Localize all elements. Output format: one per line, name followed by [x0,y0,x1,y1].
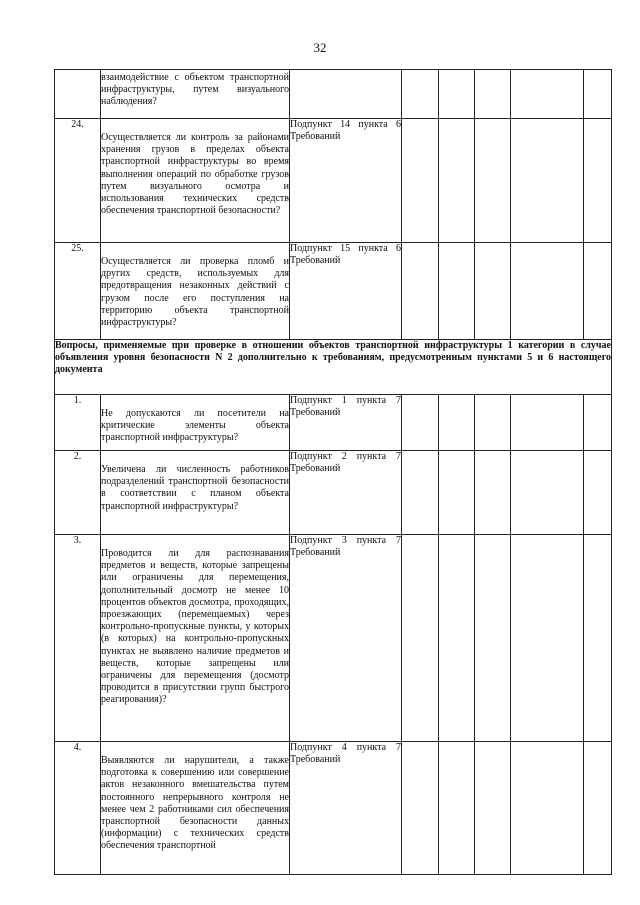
section-heading: Вопросы, применяемые при проверке в отношении объектов транспортной инфраструктуры 1 категории в случае объявления уровня безопасности N 2 дополнительно к требованиям, предусмотренным пунктами 5 и 6 настоящего документа [55,340,612,395]
answer-cell [402,70,439,119]
table-row [55,395,612,451]
row-number: 24. [55,119,101,243]
answer-cell [439,119,475,243]
answer-cell [511,535,584,742]
answer-cell [439,742,475,875]
row-number: 2. [55,451,101,535]
answer-cell [511,70,584,119]
answer-cell [475,243,511,340]
table-row [55,243,612,340]
answer-cell [439,451,475,535]
row-number: 3. [55,535,101,742]
answer-cell [584,70,612,119]
answer-cell [402,535,439,742]
answer-cell [584,742,612,875]
answer-cell [475,395,511,451]
answer-cell [475,535,511,742]
answer-cell [511,742,584,875]
answer-cell [475,742,511,875]
question-cell: Увеличена ли численность работников подразделений транспортной безопасности в соответствии с планом объекта транспортной инфраструктуры? [101,451,290,535]
reference-cell [290,70,402,119]
table-row [55,535,612,742]
row-number: 25. [55,243,101,340]
question-cell: Проводится ли для распознавания предметов и веществ, которые запрещены или ограничены для перемещения, дополнительный досмотр не менее 10 процентов объектов досмотра, проходящих, проезжающих (перемещаемых) через контрольно-пропускные пункты, у которых (в которых) на контрольно-пропускных пунктах не выявлено наличие предметов и веществ, которые запрещены или ограничены для перемещения (досмотр проводится в присутствии групп быстрого реагирования)? [101,535,290,742]
answer-cell [475,119,511,243]
answer-cell [402,243,439,340]
answer-cell [511,243,584,340]
answer-cell [584,535,612,742]
reference-cell: Подпункт 2 пункта 7 Требований [290,451,402,535]
answer-cell [584,395,612,451]
question-cell: Выявляются ли нарушители, а также подготовка к совершению или совершение актов незаконного вмешательства путем постоянного непрерывного контроля не менее чем 2 работниками сил обеспечения транспортной безопасности данных (информации) с технических средств обеспечения транспортной [101,742,290,875]
answer-cell [584,119,612,243]
reference-cell: Подпункт 3 пункта 7 Требований [290,535,402,742]
answer-cell [475,451,511,535]
question-cell: Не допускаются ли посетители на критические элементы объекта транспортной инфраструктуры? [101,395,290,451]
answer-cell [511,395,584,451]
row-number [55,70,101,119]
reference-cell: Подпункт 15 пункта 6 Требований [290,243,402,340]
table-row [55,742,612,875]
section-heading-row [55,340,612,395]
answer-cell [402,119,439,243]
reference-cell: Подпункт 14 пункта 6 Требований [290,119,402,243]
page-number: 32 [313,40,327,55]
answer-cell [584,243,612,340]
answer-cell [402,742,439,875]
answer-cell [402,451,439,535]
answer-cell [584,451,612,535]
answer-cell [439,395,475,451]
reference-cell: Подпункт 1 пункта 7 Требований [290,395,402,451]
checklist-table [54,69,612,875]
answer-cell [439,70,475,119]
answer-cell [475,70,511,119]
row-number: 4. [55,742,101,875]
answer-cell [402,395,439,451]
answer-cell [511,119,584,243]
answer-cell [511,451,584,535]
table-row [55,119,612,243]
answer-cell [439,535,475,742]
row-number: 1. [55,395,101,451]
answer-cell [439,243,475,340]
question-cell: Осуществляется ли контроль за районами хранения грузов в пределах объекта транспортной инфраструктуры во время выполнения операций по обработке грузов путем визуального осмотра и использования технических средств обеспечения транспортной безопасности? [101,119,290,243]
question-cell: взаимодействие с объектом транспортной инфраструктуры, путем визуального наблюдения? [101,70,290,119]
table-row [55,451,612,535]
table-row [55,70,612,119]
reference-cell: Подпункт 4 пункта 7 Требований [290,742,402,875]
question-cell: Осуществляется ли проверка пломб и других средств, используемых для предотвращения незаконных действий с грузом после его поступления на территорию объекта транспортной инфраструктуры? [101,243,290,340]
